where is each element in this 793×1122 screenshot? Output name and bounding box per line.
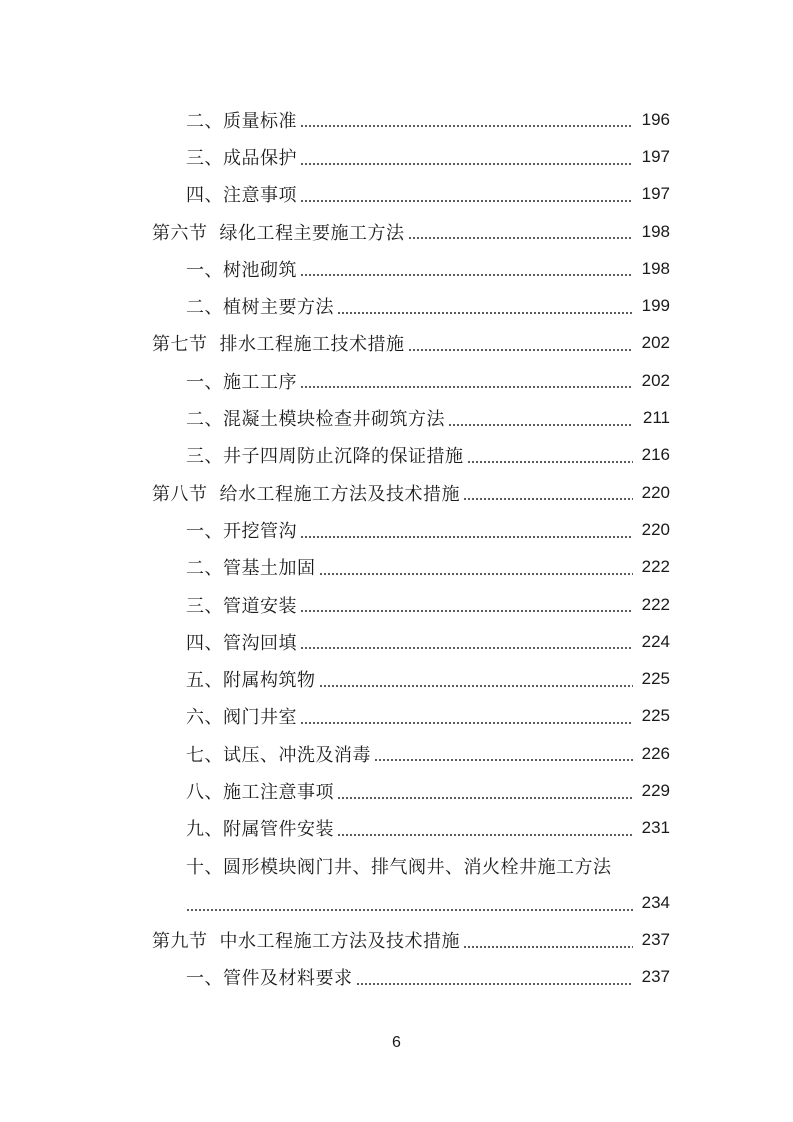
toc-entry-title: 管件及材料要求: [223, 968, 353, 990]
toc-entry-title: 施工工序: [223, 371, 297, 393]
toc-entry-page: 225: [641, 669, 670, 689]
toc-entry[interactable]: [0, 735, 670, 772]
toc-entry[interactable]: [0, 810, 670, 847]
toc-entry-title: 井子四周防止沉降的保证措施: [223, 446, 464, 468]
dot-leader: [319, 573, 634, 575]
dot-leader: [463, 498, 633, 500]
toc-entry-title: 绿化工程主要施工方法: [219, 222, 405, 244]
dot-leader: [300, 163, 633, 165]
toc-entry-number: 四、: [186, 632, 223, 654]
toc-entry-number: 一、: [186, 968, 223, 990]
toc-entry[interactable]: [0, 847, 670, 884]
toc-entry-number: 一、: [186, 371, 223, 393]
toc-entry-page: 211: [642, 408, 670, 428]
toc-entry[interactable]: [0, 511, 670, 548]
toc-entry-number: 第七节: [152, 334, 208, 356]
toc-entry-page: 197: [641, 146, 670, 166]
toc-entry-number: 一、: [186, 259, 223, 281]
toc-section-entry[interactable]: [0, 474, 670, 511]
toc-entry-page: 224: [641, 631, 670, 651]
toc-entry-page: 216: [641, 445, 670, 465]
toc-entry-title: 质量标准: [223, 110, 297, 132]
toc-entry[interactable]: [0, 698, 670, 735]
toc-entry-page: 237: [641, 967, 670, 987]
toc-entry[interactable]: [0, 959, 670, 996]
toc-entry[interactable]: [0, 772, 670, 809]
toc-section-entry[interactable]: [0, 325, 670, 362]
toc-entry-title: 中水工程施工方法及技术措施: [219, 931, 460, 953]
toc-entry-title: 附属管件安装: [223, 819, 334, 841]
toc-entry-page: 229: [641, 780, 670, 800]
toc-entry-number: 九、: [186, 819, 223, 841]
dot-leader: [300, 722, 633, 724]
toc-entry-number: 五、: [186, 670, 223, 692]
toc-entry-page: 231: [641, 818, 670, 838]
toc-entry-page: 202: [641, 333, 670, 353]
toc-entry-page: 220: [641, 482, 670, 502]
toc-entry-title: 管基土加固: [223, 558, 316, 580]
toc-entry[interactable]: [0, 660, 670, 697]
toc-entry-page: 226: [641, 743, 670, 763]
toc-entry[interactable]: [0, 437, 670, 474]
toc-entry-title: 混凝土模块检查井砌筑方法: [223, 409, 445, 431]
dot-leader: [300, 125, 633, 127]
toc-entry-page: 220: [641, 519, 670, 539]
dot-leader: [467, 461, 634, 463]
toc-entry-title: 圆形模块阀门井、排气阀井、消火栓井施工方法: [223, 856, 612, 878]
toc-entry[interactable]: [0, 586, 670, 623]
toc-entry-number: 第九节: [152, 931, 208, 953]
toc-entry-title: 给水工程施工方法及技术措施: [219, 483, 460, 505]
toc-entry-page: 234: [641, 892, 670, 912]
dot-leader: [448, 424, 633, 426]
toc-entry-number: 三、: [186, 595, 223, 617]
dot-leader: [408, 349, 634, 351]
dot-leader: [356, 983, 634, 985]
toc-entry[interactable]: [0, 250, 670, 287]
toc-entry-number: 七、: [186, 744, 223, 766]
toc-entry-page: 225: [641, 706, 670, 726]
dot-leader: [337, 797, 633, 799]
toc-entry-title: 附属构筑物: [223, 670, 316, 692]
toc-entry-page: 199: [641, 296, 670, 316]
toc-entry-number: 三、: [186, 147, 223, 169]
toc-entry-page: 198: [641, 258, 670, 278]
table-of-contents: [0, 101, 793, 996]
dot-leader: [408, 237, 634, 239]
dot-leader: [300, 647, 633, 649]
toc-entry[interactable]: [0, 549, 670, 586]
toc-entry-number: 四、: [186, 185, 223, 207]
toc-entry-title: 阀门井室: [223, 707, 297, 729]
toc-entry-number: 二、: [186, 558, 223, 580]
toc-section-entry[interactable]: [0, 213, 670, 250]
toc-entry-page: 197: [641, 184, 670, 204]
toc-entry-title: 管沟回填: [223, 632, 297, 654]
toc-entry[interactable]: [0, 623, 670, 660]
toc-entry-page: 196: [641, 109, 670, 129]
toc-entry-number: 第八节: [152, 483, 208, 505]
toc-entry-number: 三、: [186, 446, 223, 468]
toc-entry-title: 成品保护: [223, 147, 297, 169]
toc-entry[interactable]: [0, 138, 670, 175]
toc-entry[interactable]: [0, 399, 670, 436]
dot-leader: [186, 909, 633, 911]
toc-entry[interactable]: [0, 287, 670, 324]
toc-section-entry[interactable]: [0, 922, 670, 959]
dot-leader: [319, 685, 634, 687]
toc-entry-number: 八、: [186, 781, 223, 803]
dot-leader: [337, 312, 633, 314]
toc-entry-title: 管道安装: [223, 595, 297, 617]
toc-entry-page: 202: [641, 370, 670, 390]
toc-entry-title: 试压、冲洗及消毒: [223, 744, 371, 766]
toc-entry-title: 植树主要方法: [223, 297, 334, 319]
toc-entry-number: 二、: [186, 110, 223, 132]
toc-entry[interactable]: [0, 101, 670, 138]
dot-leader: [300, 274, 633, 276]
toc-entry-page: 222: [641, 594, 670, 614]
toc-entry-continuation[interactable]: [0, 884, 670, 921]
toc-entry-number: 二、: [186, 409, 223, 431]
toc-entry-title: 排水工程施工技术措施: [219, 334, 405, 356]
dot-leader: [300, 200, 633, 202]
toc-entry[interactable]: [0, 362, 670, 399]
dot-leader: [300, 536, 633, 538]
toc-entry-number: 六、: [186, 707, 223, 729]
toc-entry-title: 树池砌筑: [223, 259, 297, 281]
toc-entry-page: 198: [641, 221, 670, 241]
toc-entry[interactable]: [0, 176, 670, 213]
toc-entry-number: 十、: [186, 856, 223, 878]
toc-entry-number: 第六节: [152, 222, 208, 244]
dot-leader: [374, 759, 633, 761]
toc-entry-number: 一、: [186, 520, 223, 542]
dot-leader: [463, 946, 633, 948]
dot-leader: [300, 386, 633, 388]
dot-leader: [337, 834, 633, 836]
toc-entry-page: 222: [641, 557, 670, 577]
toc-entry-title: 注意事项: [223, 185, 297, 207]
dot-leader: [300, 610, 633, 612]
toc-entry-page: 237: [641, 930, 670, 950]
toc-entry-title: 开挖管沟: [223, 520, 297, 542]
toc-entry-title: 施工注意事项: [223, 781, 334, 803]
toc-entry-number: 二、: [186, 297, 223, 319]
page-number: 6: [392, 1034, 401, 1051]
